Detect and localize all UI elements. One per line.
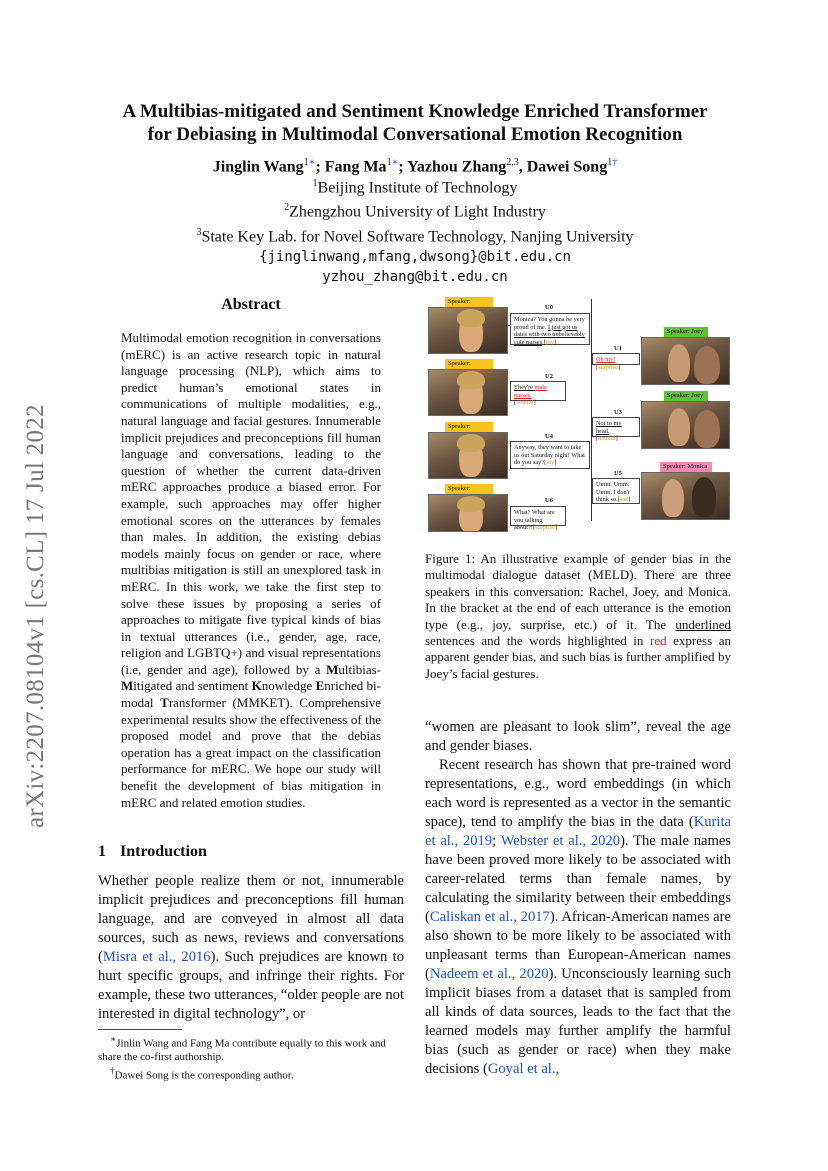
- section-title: Introduction: [120, 843, 207, 860]
- model-name-part: nriched bi-modal: [121, 678, 381, 711]
- model-acronym-letter: M: [326, 661, 339, 677]
- caption-red-word: red: [649, 633, 667, 649]
- paragraph-text: Recent research has shown that pre-trained word representations, e.g., word embeddings (in which each word is represented as a vector in the semantic space), tend to amplify the bias in the data (: [425, 757, 731, 830]
- emotion-tag: surprise: [598, 363, 619, 371]
- paragraph: [425, 756, 731, 1079]
- model-acronym-letter: T: [160, 695, 169, 711]
- utterance-id: U5: [614, 470, 622, 477]
- utterance-id: U3: [614, 409, 622, 416]
- speaker-label-rachel: Speaker:: [445, 359, 493, 369]
- paragraph: [425, 718, 731, 756]
- utterance-text: Not to my head.: [596, 420, 622, 435]
- emotion-tag: surprise: [535, 524, 555, 532]
- joey-frame-photo: [641, 401, 730, 449]
- biased-text: I just got us dates with two unbelievably cute nurses: [514, 323, 585, 346]
- caption-underlined-word: underlined: [675, 616, 731, 632]
- speaker-label-monica: Speaker: Monica: [660, 462, 712, 472]
- monica-frame-photo: [641, 472, 730, 520]
- speaker-label-rachel: Speaker:: [445, 297, 493, 307]
- author-list: Jinglin Wang$^{1∗}$; Fang $Ma^{1∗}$; Yazhou Zhang$^{2,3}$, Dawei Song$^{1\dagger}$: [212, 157, 618, 176]
- affiliations: [95, 174, 735, 287]
- footnote: [98, 1033, 404, 1065]
- utterance-u1: Oh my![surprise]: [592, 353, 640, 365]
- utterance-text: What? What are you talking about?!: [514, 509, 555, 532]
- figure-1-caption: [425, 551, 731, 682]
- abstract-heading: Abstract: [221, 296, 281, 313]
- speaker-label-rachel: Speaker:: [445, 422, 493, 432]
- utterance-text: Umm. Umm. Umm. I don't think so.: [596, 481, 630, 504]
- citation-link[interactable]: Caliskan et al., 2017: [429, 909, 550, 925]
- paper-title: [95, 100, 735, 146]
- footnote: [98, 1065, 404, 1083]
- utterance-u4: Anyway, they want to take us out Saturday night! What do you say?[joy]: [510, 441, 590, 469]
- model-name-part: itigated and sentiment: [133, 678, 252, 694]
- author-name: Dawei Song: [526, 158, 608, 176]
- author-note-mark: ∗: [308, 157, 316, 168]
- footnote-mark: ∗: [110, 1034, 117, 1044]
- author-affil-mark: 1: [303, 157, 309, 168]
- affiliation: [95, 174, 735, 198]
- footnote-text: Dawei Song is the corresponding author.: [114, 1069, 294, 1082]
- utterance-id: U1: [614, 345, 622, 352]
- utterance-u5: Umm. Umm. Umm. I don't think so.[sad]: [592, 478, 640, 504]
- footnote-divider: [98, 1029, 182, 1030]
- author-name: Jinglin Wang: [212, 158, 304, 176]
- utterance-u3: Not to my head. [neutral]: [592, 417, 640, 437]
- intro-text: Whether people realize them or not, innumerable implicit prejudices and preconceptions fill human language, and are conveyed in almost all data sources, such as news, reviews and conversations (: [98, 873, 404, 965]
- citation-link[interactable]: Goyal et al.,: [487, 1061, 560, 1077]
- citation-link[interactable]: Webster et al., 2020: [500, 833, 621, 849]
- paragraph-text: “women are pleasant to look slim”, reveal the age and gender biases.: [425, 719, 731, 754]
- biased-text: male nurses.: [514, 384, 547, 399]
- author-name: Fang Ma: [324, 158, 387, 176]
- author-affil-mark: 2,3: [506, 157, 519, 168]
- affil-mark: 2: [284, 202, 290, 214]
- model-acronym-letter: K: [251, 678, 262, 694]
- model-acronym-letter: M: [121, 678, 134, 694]
- utterance-id: U6: [545, 497, 553, 504]
- arxiv-identifier: arXiv:2207.08104v1 [cs.CL] 17 Jul 2022: [22, 404, 49, 828]
- email-address[interactable]: {jinglinwang,mfang,dwsong}@bit.edu.cn: [259, 248, 571, 265]
- section-number: 1: [98, 843, 106, 860]
- affil-name: State Key Lab. for Novel Software Technology, Nanjing University: [201, 227, 634, 245]
- utterance-text: Anyway, they want to take us out Saturday night! What do you say?: [514, 444, 585, 467]
- caption-text: express an apparent gender bias, and such bias is further amplified by Joey’s facial gestures.: [425, 633, 731, 681]
- utterance-u0: Monica? You gonna be very proud of me. I just got us dates with two unbelievably cute nurses,[joy]: [510, 313, 590, 345]
- biased-text: They're: [514, 384, 535, 391]
- figure-1-dialogue: [428, 295, 728, 530]
- rachel-frame-photo: [428, 369, 508, 416]
- citation-link[interactable]: Kurita et al., 2019: [425, 814, 731, 849]
- utterance-id: U2: [545, 373, 553, 380]
- joey-frame-photo: [641, 337, 730, 385]
- speaker-label-joey: Speaker: Joey: [664, 327, 708, 337]
- author-affil-mark: 1: [607, 157, 613, 168]
- author-affil-mark: 1: [386, 157, 392, 168]
- paragraph-text: ). The male names have been proved more likely to be associated with career-related terms than female names, by calculating the similarity between their embeddings (: [425, 833, 731, 925]
- model-name-part: nowledge: [261, 678, 316, 694]
- emotion-tag: neutral: [516, 399, 534, 407]
- emotion-tag: joy: [546, 459, 555, 467]
- caption-text: Figure 1: An illustrative example of gender bias in the multimodal dialogue dataset (MELD). There are three speakers in this conversation: Rachel, Joey, and Monica. In the bracket at the end of each utterance is the emotion type (e.g., joy, surprise, etc.) of it. The: [425, 551, 731, 632]
- emotion-tag: joy: [545, 338, 554, 346]
- affil-mark: 1: [312, 178, 318, 189]
- affil-name: Beijing Institute of Technology: [317, 179, 518, 197]
- section-heading-introduction: [98, 843, 404, 861]
- footnote-mark: †: [110, 1065, 115, 1076]
- speaker-label-rachel: Speaker:: [445, 484, 493, 494]
- caption-text: sentences and the words highlighted in: [425, 633, 650, 649]
- citation-separator: ;: [492, 833, 501, 849]
- title-line-1: A Multibias-mitigated and Sentiment Knowledge Enriched Transformer: [122, 101, 708, 122]
- rachel-frame-photo: [428, 307, 508, 354]
- footnotes: [98, 1033, 404, 1083]
- right-column-body: [425, 718, 731, 1079]
- affil-mark: 3: [196, 226, 202, 238]
- affil-name: Zhengzhou University of Light Industry: [289, 203, 546, 221]
- utterance-u2: They're male nurses. [neutral]: [510, 381, 566, 401]
- author-name: Yazhou Zhang: [407, 158, 507, 176]
- utterance-u6: What? What are you talking about?![surprise]: [510, 506, 566, 526]
- utterance-id: U4: [545, 433, 553, 440]
- paragraph-text: ). African-American names are also shown to be more likely to be associated with unpleasant terms than European-American names (: [425, 909, 731, 982]
- utterance-text: Monica? You gonna be very proud of me.: [514, 316, 585, 331]
- abstract-text: Multimodal emotion recognition in conversations (mERC) is an active research topic in natural language processing (NLP), which aims to predict human’s emotional states in communications of multiple modalities, e.g., natural language and facial gestures. Innumerable implicit prejudices and preconceptions fill human language and conversations, leading to the question of whether the current data-driven mERC approaches produce a biased error. For example, such approaches may offer higher emotional scores on the utterances by females than males. In addition, the existing debias models mainly focus on gender or race, where multibias mitigation is still an unexplored task in mERC. In this work, we take the first step to solve these issues by proposing a series of approaches to mitigate five typical kinds of bias in textual utterances (i.e., gender, age, race, religion and LGBTQ+) and visual representations (i.e, gender and age), followed by a: [121, 330, 381, 677]
- model-name-part: ultibias-: [338, 661, 381, 677]
- footnote-text: Jinlin Wang and Fang Ma contribute equally to this work and share the co-first authorship.: [98, 1037, 386, 1064]
- abstract-text-end: (MMKET). Comprehensive experimental results show the effectiveness of the proposed model and prove that the debias operation has a great impact on the classification performance for mERC. We hope our study will benefit the development of bias mitigation in mERC and related emotion studies.: [121, 695, 382, 810]
- affiliation: [95, 223, 735, 247]
- email-address[interactable]: yzhou_zhang@bit.edu.cn: [322, 268, 508, 285]
- model-acronym-letter: E: [315, 678, 325, 694]
- author-note-mark: ∗: [391, 157, 399, 168]
- utterance-id: U0: [545, 304, 553, 311]
- emotion-tag: sad: [619, 496, 629, 504]
- biased-text: Oh my!: [596, 356, 616, 363]
- rachel-frame-photo: [428, 432, 508, 479]
- title-line-2: for Debiasing in Multimodal Conversational Emotion Recognition: [147, 124, 683, 145]
- citation-link[interactable]: Nadeem et al., 2020: [429, 966, 549, 982]
- emotion-tag: neutral: [598, 435, 616, 443]
- paragraph-text: ). Unconsciously learning such implicit biases from a dataset that is sampled from all kinds of data sources, leads to the fact that the learned models may further amplify the harmful bias (such as gender or race) when they make decisions (: [425, 966, 731, 1077]
- intro-text: ). Such prejudices are known to hurt specific groups, and infringe their rights. For example, these two utterances, “older people are not interested in digital technology”, or: [98, 949, 404, 1022]
- affiliation: [95, 198, 735, 222]
- citation-link[interactable]: Misra et al., 2016: [102, 949, 211, 965]
- abstract-body: [121, 330, 381, 811]
- model-name-part: ransformer: [168, 695, 226, 711]
- rachel-frame-photo: [428, 494, 508, 532]
- author-note-mark: †: [612, 157, 618, 168]
- speaker-label-joey: Speaker: Joey: [664, 391, 708, 401]
- introduction-paragraph: [98, 872, 404, 1024]
